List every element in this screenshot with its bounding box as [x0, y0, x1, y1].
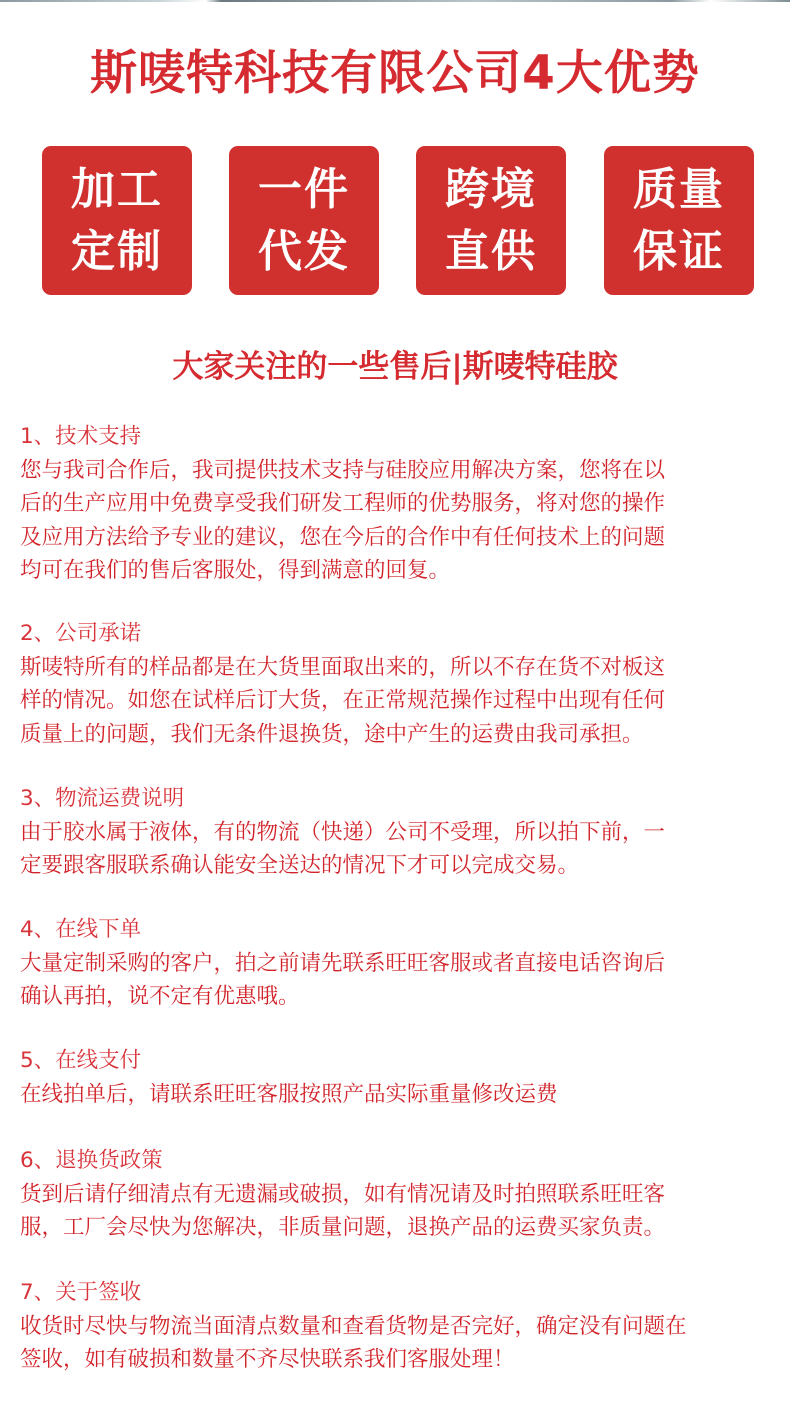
- advantage-card-quality-guarantee: [604, 146, 754, 295]
- section-text-line: 均可在我们的售后客服处，得到满意的回复。: [20, 558, 451, 583]
- section-heading: 5、在线支付: [20, 1048, 142, 1073]
- advantage-card-line1: 跨境: [445, 163, 537, 215]
- advantage-card-cross-border: [416, 146, 566, 295]
- section-text-line: 大量定制采购的客户，拍之前请先联系旺旺客服或者直接电话咨询后: [20, 950, 666, 976]
- top-edge-strip: [0, 0, 790, 2]
- section-text-line: 质量上的问题，我们无条件退换货，途中产生的运费由我司承担。: [20, 721, 644, 747]
- section-tech-support: [20, 420, 790, 588]
- section-text-line: 您与我司合作后，我司提供技术支持与硅胶应用解决方案，您将在以: [20, 457, 666, 483]
- section-shipping-info: [20, 782, 790, 883]
- section-heading: 7、关于签收: [20, 1280, 142, 1305]
- section-text-line: 收货时尽快与物流当面清点数量和查看货物是否完好，确定没有问题在: [20, 1313, 687, 1339]
- advantage-card-line2: 保证: [633, 225, 725, 277]
- section-heading: 6、退换货政策: [20, 1148, 163, 1173]
- section-text-line: 及应用方法给予专业的建议，您在今后的合作中有任何技术上的问题: [20, 524, 666, 550]
- section-heading: 4、在线下单: [20, 917, 142, 942]
- after-sales-subtitle: 大家关注的一些售后|斯唛特硅胶: [172, 349, 618, 385]
- section-delivery-receipt: [20, 1276, 790, 1377]
- section-text-line: 在线拍单后，请联系旺旺客服按照产品实际重量修改运费: [20, 1081, 558, 1107]
- advantages-row: [42, 146, 754, 295]
- advantage-card-line2: 代发: [258, 225, 350, 277]
- section-online-order: [20, 913, 790, 1014]
- section-text-line: 样的情况。如您在试样后订大货，在正常规范操作过程中出现有任何: [20, 688, 666, 713]
- page-title: 斯唛特科技有限公司4大优势: [90, 46, 700, 101]
- section-online-payment: [20, 1044, 790, 1111]
- advantage-card-line1: 质量: [633, 163, 725, 215]
- advantage-card-line1: 加工: [71, 163, 163, 215]
- advantage-card-line2: 定制: [71, 225, 163, 277]
- section-heading: 1、技术支持: [20, 424, 142, 449]
- advantage-card-dropshipping: [229, 146, 379, 295]
- section-text-line: 服，工厂会尽快为您解决，非质量问题，退换产品的运费买家负责。: [20, 1215, 666, 1240]
- section-text-line: 斯唛特所有的样品都是在大货里面取出来的，所以不存在货不对板这: [20, 654, 666, 680]
- section-text-line: 货到后请仔细清点有无遗漏或破损，如有情况请及时拍照联系旺旺客: [20, 1181, 666, 1207]
- advantage-card-line2: 直供: [445, 225, 537, 277]
- advantage-card-line1: 一件: [258, 163, 350, 215]
- section-heading: 3、物流运费说明: [20, 786, 185, 811]
- section-text-line: 后的生产应用中免费享受我们研发工程师的优势服务，将对您的操作: [20, 491, 666, 516]
- section-text-line: 定要跟客服联系确认能安全送达的情况下才可以完成交易。: [20, 853, 580, 878]
- section-text-line: 由于胶水属于液体，有的物流（快递）公司不受理，所以拍下前，一: [20, 819, 666, 845]
- section-text-line: 签收，如有破损和数量不齐尽快联系我们客服处理！: [20, 1347, 515, 1372]
- section-text-line: 确认再拍，说不定有优惠哦。: [20, 984, 300, 1009]
- advantage-card-custom-processing: [42, 146, 192, 295]
- section-company-promise: [20, 617, 790, 751]
- section-return-policy: [20, 1144, 790, 1245]
- section-heading: 2、公司承诺: [20, 621, 142, 646]
